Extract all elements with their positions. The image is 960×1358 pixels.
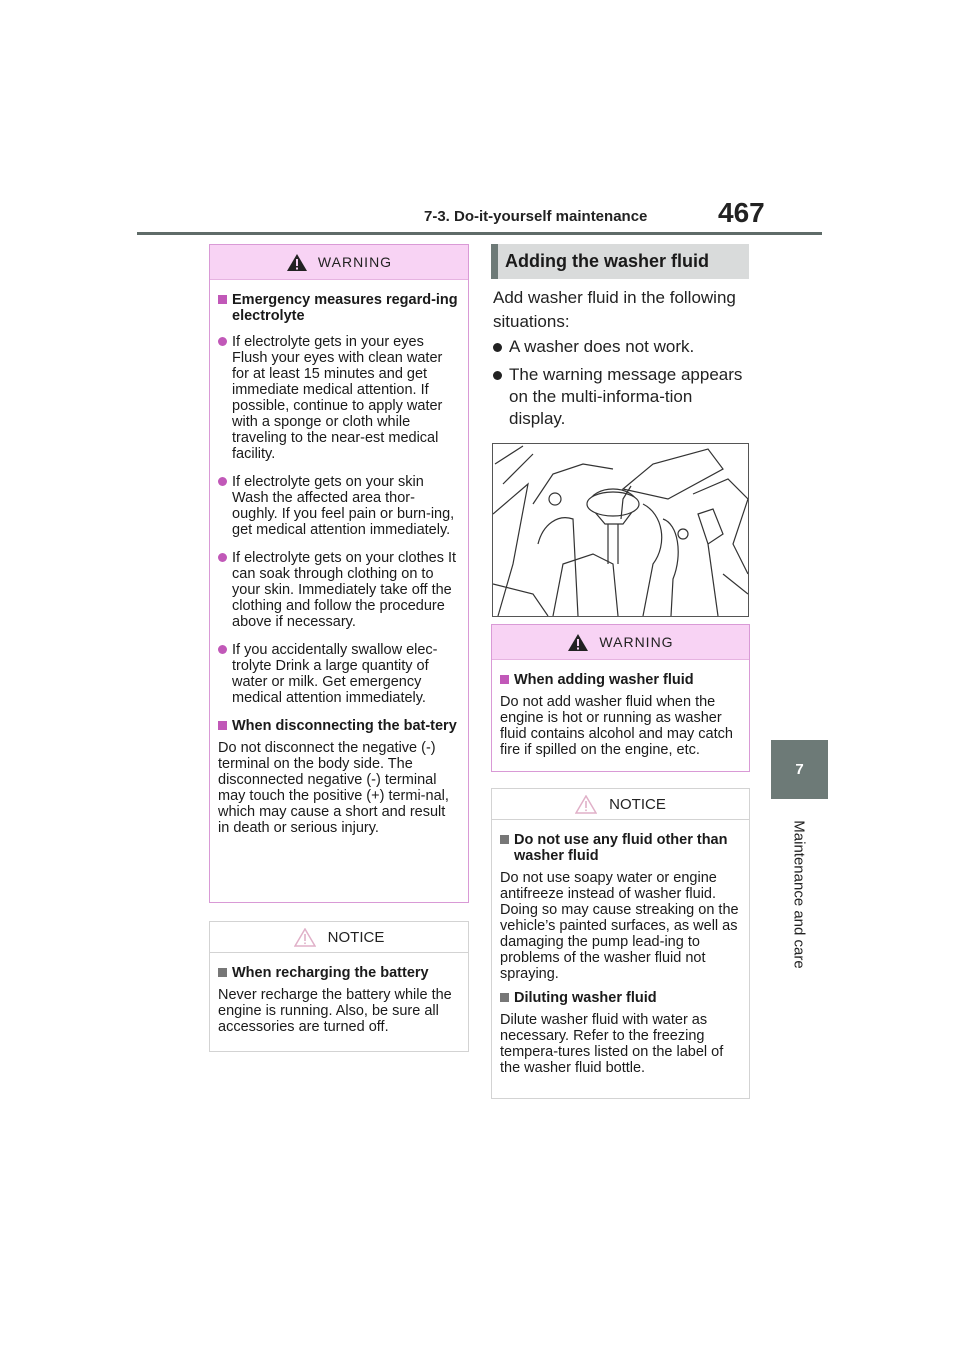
warning-triangle-icon bbox=[567, 633, 589, 652]
header-rule bbox=[137, 232, 822, 235]
warning-header bbox=[492, 625, 749, 660]
washer-fluid-illustration bbox=[492, 443, 749, 617]
notice-triangle-icon bbox=[575, 795, 597, 814]
right-notice-box bbox=[491, 788, 750, 1099]
warning-heading-disconnect: When disconnecting the bat-tery bbox=[218, 718, 460, 734]
warning-bullet-eyes: If electrolyte gets in your eyes Flush your eyes with clean water for at least 15 minutes and get immediate medical attention. If possible, continue to apply water with a sponge or cloth while traveling to the near-est medical facility. bbox=[218, 334, 460, 462]
warning-title: WARNING bbox=[599, 634, 674, 650]
list-item-text: The warning message appears on the multi-informa-tion display. bbox=[509, 365, 743, 428]
notice-header bbox=[492, 789, 749, 820]
notice-para-diluting: Dilute washer fluid with water as necessary. Refer to the freezing tempera-tures listed on the label of the washer fluid bottle. bbox=[500, 1012, 724, 1076]
left-warning-box bbox=[209, 244, 469, 903]
right-warning-box bbox=[491, 624, 750, 772]
intro-text: Add washer fluid in the following situations: bbox=[493, 288, 736, 331]
warning-bullet-swallow: If you accidentally swallow elec-trolyte Drink a large quantity of water or milk. Get emergency medical attention immediately. bbox=[218, 642, 460, 706]
chapter-title bbox=[771, 804, 828, 984]
warning-title: WARNING bbox=[317, 254, 393, 270]
notice-title: NOTICE bbox=[609, 795, 666, 813]
warning-heading-adding: When adding washer fluid bbox=[500, 672, 741, 688]
left-notice-box bbox=[209, 921, 469, 1052]
notice-body bbox=[492, 820, 749, 1092]
chapter-title-text: Maintenance and care bbox=[791, 819, 808, 969]
notice-header bbox=[210, 922, 468, 953]
page-number: 467 bbox=[718, 197, 765, 228]
notice-triangle-icon bbox=[294, 928, 316, 947]
bullet-dot bbox=[493, 371, 502, 380]
notice-heading-recharge: When recharging the battery bbox=[218, 965, 460, 981]
list-item bbox=[493, 336, 753, 360]
warning-para-disconnect: Do not disconnect the negative (-) terminal on the body side. The disconnected negative (-) terminal may touch the positive (+) termi-nal, which may cause a short and result in death or serious injury. bbox=[218, 740, 449, 836]
list-item bbox=[493, 364, 753, 434]
warning-bullet-clothes: If electrolyte gets on your clothes It can soak through clothing on to your skin. Immediately take off the clothing and follow the procedure above if necessary. bbox=[218, 550, 460, 630]
notice-para-recharge: Never recharge the battery while the engine is running. Also, be sure all accessories are turned off. bbox=[218, 987, 452, 1035]
engine-bay-drawing bbox=[493, 444, 748, 616]
warning-body bbox=[492, 660, 749, 774]
notice-para-other-fluid: Do not use soapy water or engine antifreeze instead of washer fluid. Doing so may cause streaking on the vehicle’s painted surfaces, as well as damaging the pump lead-ing to problems of the washer fluid not spraying. bbox=[500, 870, 739, 982]
warning-para-adding: Do not add washer fluid when the engine is hot or running as washer fluid contains alcohol and may catch fire if spilled on the engine, etc. bbox=[500, 694, 733, 758]
warning-triangle-icon bbox=[286, 253, 308, 272]
warning-header bbox=[210, 245, 468, 280]
chapter-number: 7 bbox=[795, 761, 804, 778]
warning-heading-electrolyte: Emergency measures regard-ing electrolyte bbox=[218, 292, 460, 324]
warning-body bbox=[210, 280, 468, 852]
notice-body bbox=[210, 953, 468, 1051]
warning-bullet-skin: If electrolyte gets on your skin Wash the affected area thor-oughly. If you feel pain or burn-ing, get medical attention immediately. bbox=[218, 474, 460, 538]
notice-heading-other-fluid: Do not use any fluid other than washer fluid bbox=[500, 832, 741, 864]
bullet-dot bbox=[493, 343, 502, 352]
notice-heading-diluting: Diluting washer fluid bbox=[500, 990, 741, 1006]
section-heading: Adding the washer fluid bbox=[491, 244, 749, 279]
notice-title: NOTICE bbox=[327, 928, 385, 946]
section-title: 7-3. Do-it-yourself maintenance bbox=[424, 208, 648, 225]
list-item-text: A washer does not work. bbox=[509, 337, 695, 356]
chapter-tab bbox=[771, 740, 828, 799]
